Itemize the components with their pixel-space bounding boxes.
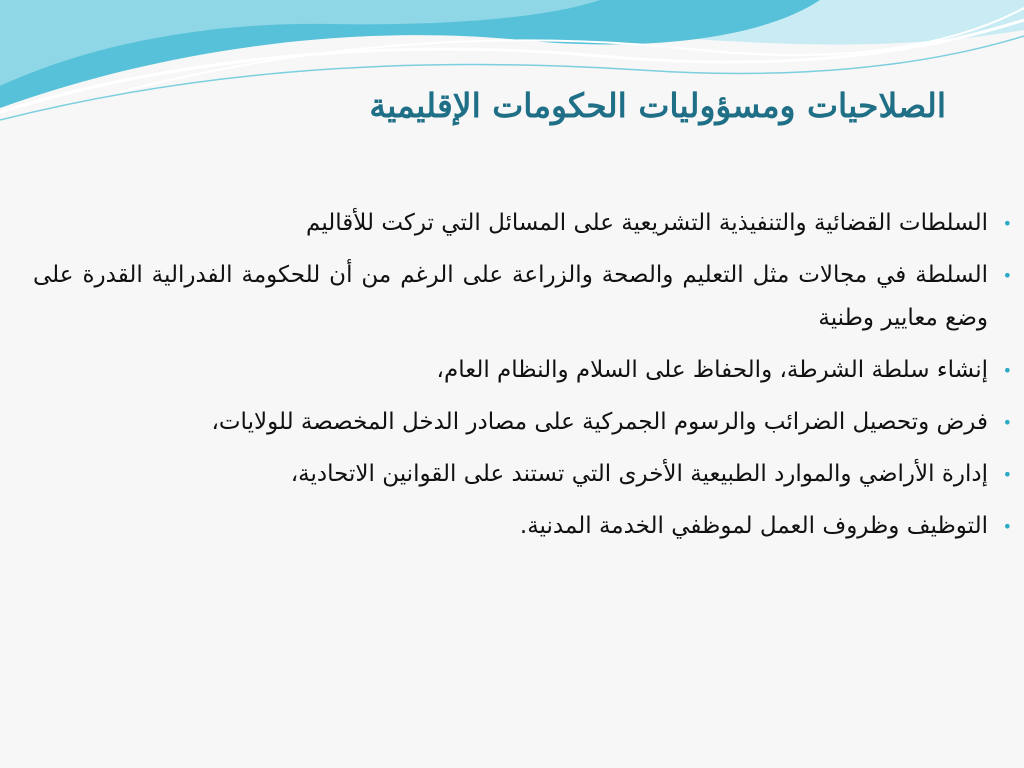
bullet-dot-icon: •	[1002, 266, 1012, 285]
bullet-text: إدارة الأراضي والموارد الطبيعية الأخرى التي تستند على القوانين الاتحادية،	[290, 461, 988, 487]
bullet-item	[33, 505, 1012, 548]
bullet-item	[33, 453, 1012, 496]
bullet-text: السلطة في مجالات مثل التعليم والصحة والزراعة على الرغم من أن للحكومة الفدرالية القدرة على وضع معايير وطنية	[33, 262, 988, 331]
bullet-text: التوظيف وظروف العمل لموظفي الخدمة المدنية.	[519, 513, 988, 539]
bullet-dot-icon: •	[1002, 214, 1012, 233]
bullet-dot-icon: •	[1002, 361, 1012, 380]
bullet-item	[33, 254, 1012, 340]
bullet-text: إنشاء سلطة الشرطة، والحفاظ على السلام والنظام العام،	[436, 357, 988, 383]
bullet-item	[33, 349, 1012, 392]
bullet-text: فرض وتحصيل الضرائب والرسوم الجمركية على مصادر الدخل المخصصة للولايات،	[211, 409, 988, 435]
bullet-dot-icon: •	[1002, 413, 1012, 432]
bullet-dot-icon: •	[1002, 517, 1012, 536]
bullet-text: السلطات القضائية والتنفيذية التشريعية على المسائل التي تركت للأقاليم	[306, 210, 988, 236]
bullet-list	[33, 202, 1012, 557]
slide-title: الصلاحيات ومسؤوليات الحكومات الإقليمية	[369, 86, 946, 125]
bullet-item	[33, 401, 1012, 444]
bullet-item	[33, 202, 1012, 245]
bullet-dot-icon: •	[1002, 465, 1012, 484]
